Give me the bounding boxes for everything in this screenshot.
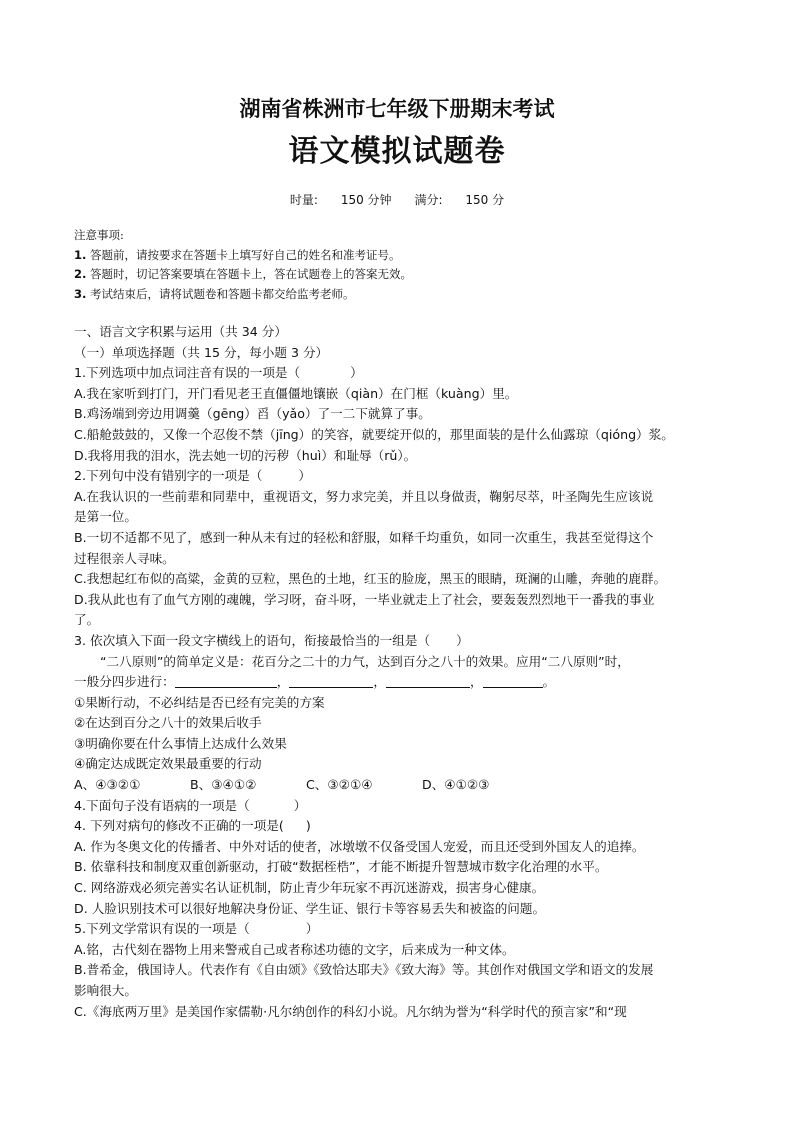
question-2-option-a: A.在我认识的一些前辈和同辈中，重视语文，努力求完美，并且以身做责，鞠躬尽萃，叶圣陶先生应该说 [74, 488, 654, 504]
question-3-choice-1: ①果断行动，不必纠结是否已经有完美的方案 [74, 694, 325, 710]
exam-title: 湖南省株洲市七年级下册期末考试 [239, 96, 555, 121]
question-2-option-d-cont: 了。 [74, 612, 100, 628]
question-1-option-b: B.鸡汤端到旁边用调羹（gēng）舀（yǎo）了一二下就算了事。 [74, 406, 431, 422]
part-heading: （一）单项选择题（共 15 分，每小题 3 分） [74, 344, 329, 360]
question-5-option-a: A.铭，古代刻在器物上用来警戒自己或者称述功德的文字，后来成为一种文体。 [74, 941, 515, 957]
question-1-stem: 1.下列选项中加点词注音有误的一项是（ ） [74, 365, 363, 381]
time-label: 时量: [289, 193, 318, 207]
question-3-options: A、④③②① B、③④①② C、③②①④ D、④①②③ [74, 777, 490, 793]
question-5-option-b-cont: 影响很大。 [74, 983, 137, 998]
question-3-choice-2: ②在达到百分之八十的效果后收手 [74, 715, 262, 731]
notice-item: 3. 考试结束后，请将试题卷和答题卡都交给监考老师。 [74, 286, 355, 301]
question-2-option-b-cont: 过程很亲人寻味。 [74, 550, 175, 566]
question-5-option-b: B.普希金，俄国诗人。代表作有《自由颂》《致恰达耶夫》《致大海》等。其创作对俄国文学和语文的发展 [74, 962, 654, 978]
question-2-option-b: B.一切不适都不见了，感到一种从未有过的轻松和舒服，如释千均重负，如同一次重生，我甚至觉得这个 [74, 529, 654, 545]
question-1-option-a: A.我在家听到打门，开门看见老王直僵僵地镶嵌（qiàn）在门框（kuàng）里。 [74, 385, 518, 401]
question-2-option-d: D.我从此也有了血气方刚的魂魄，学习呀，奋斗呀，一毕业就走上了社会，要轰轰烈烈地干一番我的事业 [74, 591, 655, 607]
question-3-choice-4: ④确定达成既定效果最重要的行动 [74, 756, 262, 772]
exam-body [74, 322, 734, 1022]
question-4-stem-alt: 4. 下列对病句的修改不正确的一项是( ) [74, 818, 311, 834]
score-label: 满分: [414, 193, 443, 207]
question-3-passage: “二八原则”的简单定义是：花百分之二十的力气，达到百分之八十的效果。应用“二八原则”时， [100, 653, 630, 669]
question-3-blanks: 一般分四步进行： ， ， ， 。 [74, 674, 556, 690]
notice-item: 1. 答题前，请按要求在答题卡上填写好自己的姓名和准考证号。 [74, 247, 401, 262]
question-4-stem: 4.下面句子没有语病的一项是（ ） [74, 797, 307, 813]
question-5-option-c: C.《海底两万里》是美国作家儒勒·凡尔纳创作的科幻小说。凡尔纳为誉为“科学时代的预言家”和“现 [74, 1003, 627, 1019]
question-3-choice-3: ③明确你要在什么事情上达成什么效果 [74, 735, 287, 751]
exam-subtitle: 语文模拟试题卷 [288, 134, 506, 169]
section-heading: 一、语言文字积累与运用（共 34 分） [74, 324, 287, 339]
question-4-option-d: D. 人脸识别技术可以很好地解决身份证、学生证、银行卡等容易丢失和被盗的问题。 [74, 900, 546, 916]
question-4-option-a: A. 作为冬奥文化的传播者、中外对话的使者，冰墩墩不仅备受国人宠爱，而且还受到外国友人的追捧。 [74, 838, 645, 854]
question-2-option-c: C.我想起红布似的高粱，金黄的豆粒，黑色的土地，红玉的脸庞，黑玉的眼睛，斑澜的山雕，奔驰的鹿群。 [74, 571, 667, 587]
question-1-option-d: D.我将用我的泪水，洗去她一切的污秽（huì）和耻辱（rǔ）。 [74, 447, 417, 463]
notice-heading: 注意事项: [74, 228, 124, 242]
notice-item: 2. 答题时，切记答案要填在答题卡上，答在试题卷上的答案无效。 [74, 267, 413, 281]
question-5-stem: 5.下列文学常识有误的一项是（ ） [74, 921, 319, 937]
score-value: 150 分 [465, 193, 505, 207]
question-2-option-a-cont: 是第一位。 [74, 509, 137, 525]
exam-meta [0, 191, 794, 208]
question-2-stem: 2.下列句中没有错别字的一项是（ ） [74, 468, 311, 484]
question-4-option-c: C. 网络游戏必须完善实名认证机制，防止青少年玩家不再沉迷游戏，损害身心健康。 [74, 880, 545, 896]
notice-block [74, 226, 734, 304]
question-4-option-b: B. 依靠科技和制度双重创新驱动，打破“数据桎梏”，才能不断提升智慧城市数字化治理的水平。 [74, 859, 608, 875]
question-3-stem: 3. 依次填入下面一段文字横线上的语句，衔接最恰当的一组是（ ） [74, 632, 469, 648]
question-1-option-c: C.船舱鼓鼓的，又像一个忍俊不禁（jīng）的笑容，就要绽开似的，那里面装的是什么仙露琼（qióng）浆。 [74, 426, 674, 442]
time-value: 150 分钟 [340, 193, 392, 207]
